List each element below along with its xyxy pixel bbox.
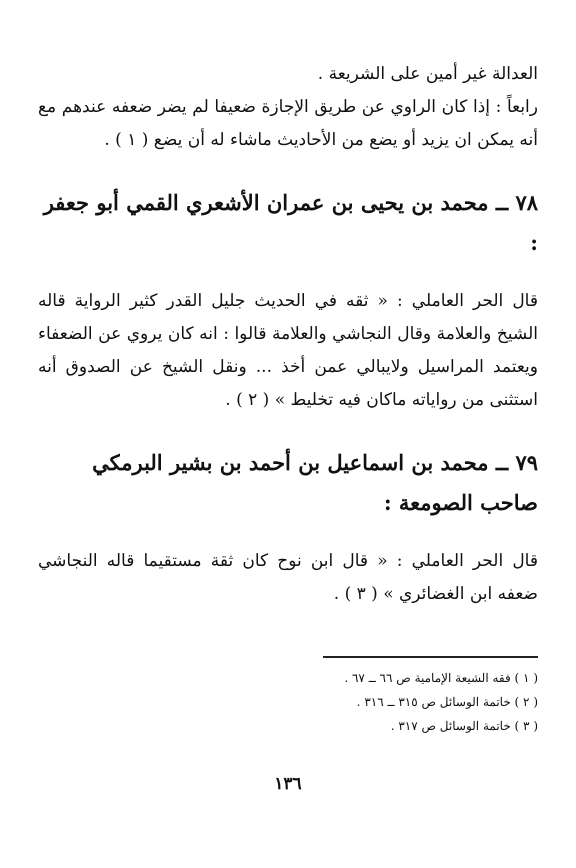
- footnote-2: ( ٢ ) خاتمة الوسائل ص ٣١٥ ــ ٣١٦ .: [356, 695, 538, 709]
- entry-79-heading: ٧٩ ــ محمد بن اسماعيل بن أحمد بن بشير البرمكي صاحب الصومعة :: [92, 450, 538, 515]
- footnote-separator: [323, 656, 538, 658]
- intro-line-2: رابعاً : إذا كان الراوي عن طريق الإجازة ضعيفا لم يضر ضعفه عندهم مع أنه يمكن ان يزيد أو يضع من الأحاديث ماشاء له أن يضع ( ١ ) .: [38, 97, 538, 150]
- spacer: [38, 523, 538, 545]
- entry-79-body: قال الحر العاملي : « قال ابن نوح كان ثقة مستقيما قاله النجاشي ضعفه ابن الغضائري » ( ٣ ) .: [38, 551, 538, 604]
- entry-78-heading: ٧٨ ــ محمد بن يحيى بن عمران الأشعري القمي أبو جعفر :: [43, 190, 538, 255]
- spacer: [38, 417, 538, 443]
- footnote-3: ( ٣ ) خاتمة الوسائل ص ٣١٧ .: [390, 719, 538, 733]
- footnote-1: ( ١ ) فقه الشيعة الإمامية ص ٦٦ ــ ٦٧ .: [344, 671, 538, 685]
- footnotes: [38, 656, 538, 738]
- intro-section: [38, 58, 538, 157]
- spacer: [38, 157, 538, 183]
- entry-78-body: قال الحر العاملي : « ثقه في الحديث جليل القدر كثير الرواية قاله الشيخ والعلامة وقال النجاشي والعلامة قالوا : انه كان يروي عن الضعفاء ويعتمد المراسيل ولايبالي عمن أخذ ... ونقل الشيخ عن الصدوق أنه استثنى من رواياته ماكان فيه تخليط » ( ٢ ) .: [38, 291, 538, 410]
- page-number: ١٣٦: [274, 774, 302, 794]
- spacer: [38, 263, 538, 285]
- intro-line-1: العدالة غير أمين على الشريعة .: [317, 64, 538, 84]
